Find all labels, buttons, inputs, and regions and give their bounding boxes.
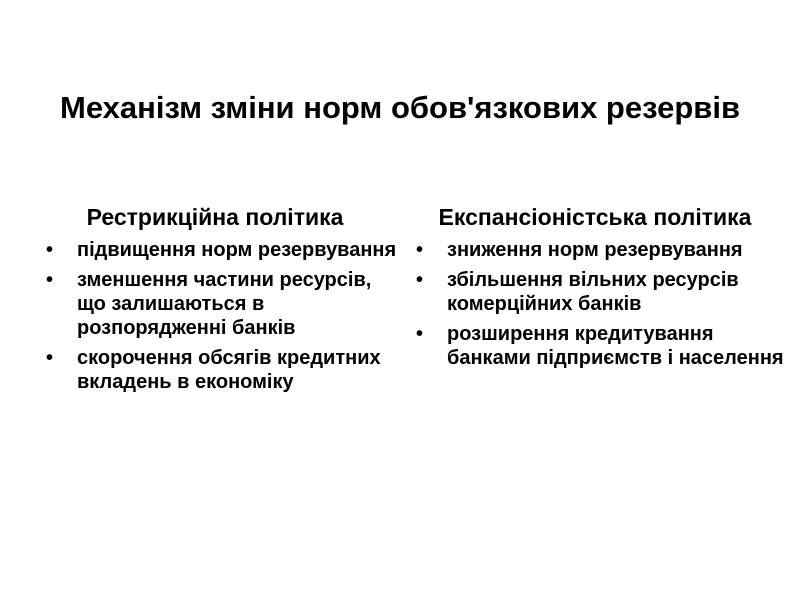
list-item xyxy=(40,268,400,340)
restrictive-policy-heading: Рестрикційна політика xyxy=(86,204,344,230)
list-item xyxy=(40,346,400,394)
list-item xyxy=(410,238,790,262)
list-item-text: зменшення частини ресурсів, що залишаються в розпорядженні банків xyxy=(77,269,372,339)
list-item-text: скорочення обсягів кредитних вкладень в економіку xyxy=(77,347,381,393)
list-item xyxy=(40,238,400,262)
restrictive-policy-list xyxy=(40,238,400,394)
list-item-text: зниження норм резервування xyxy=(447,239,743,261)
list-item xyxy=(410,322,790,370)
list-item-text: збільшення вільних ресурсів комерційних банків xyxy=(447,269,739,315)
expansionary-policy-column xyxy=(410,203,790,376)
bullet-icon: • xyxy=(416,239,424,261)
bullet-icon: • xyxy=(416,323,424,345)
slide-title: Механізм зміни норм обов'язкових резервів xyxy=(60,90,741,125)
expansionary-policy-heading: Експансіоністська політика xyxy=(438,204,752,230)
bullet-icon: • xyxy=(416,269,424,291)
bullet-icon: • xyxy=(46,239,54,261)
list-item xyxy=(410,268,790,316)
bullet-icon: • xyxy=(46,347,54,369)
bullet-icon: • xyxy=(46,269,54,291)
list-item-text: підвищення норм резервування xyxy=(77,239,397,261)
restrictive-policy-column xyxy=(40,203,400,400)
list-item-text: розширення кредитування банками підприємств і населення xyxy=(447,323,784,369)
expansionary-policy-list xyxy=(410,238,790,370)
